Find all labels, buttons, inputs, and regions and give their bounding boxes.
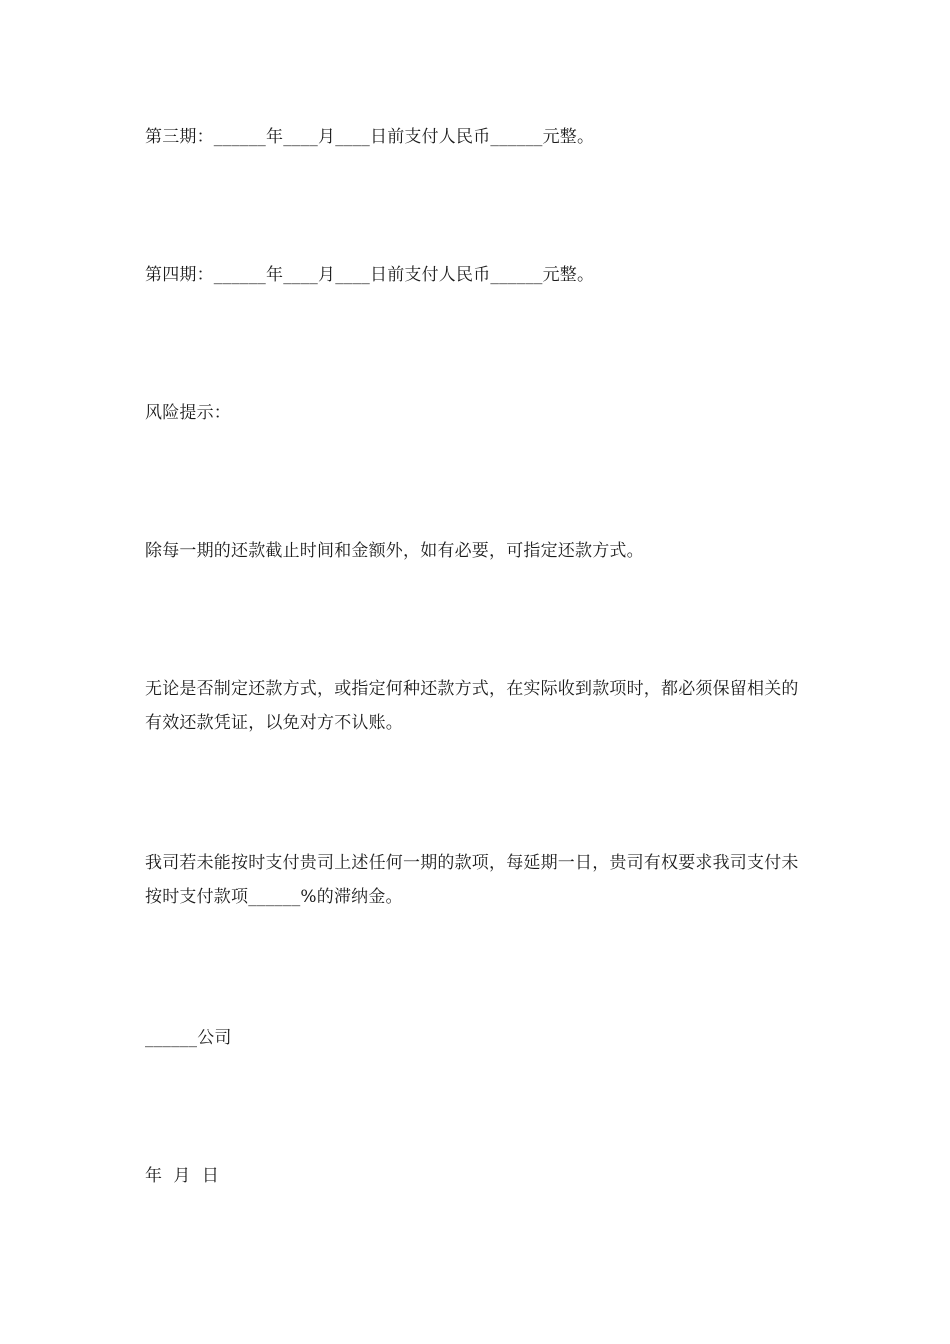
late-fee-clause: 我司若未能按时支付贵司上述任何一期的款项，每延期一日，贵司有权要求我司支付未按时支付款项______%的滞纳金。 [145,853,799,907]
company-signature-line: ______公司 [145,1028,232,1048]
installment-3-clause: 第三期：______年____月____日前支付人民币______元整。 [145,127,595,147]
risk-notice-paragraph-2: 无论是否制定还款方式，或指定何种还款方式，在实际收到款项时，都必须保留相关的有效还款凭证，以免对方不认账。 [145,679,799,733]
risk-notice-heading: 风险提示： [145,403,231,423]
risk-notice-paragraph-1: 除每一期的还款截止时间和金额外，如有必要，可指定还款方式。 [145,541,644,561]
date-line: 年 月 日 [145,1166,220,1186]
installment-4-clause: 第四期：______年____月____日前支付人民币______元整。 [145,265,595,285]
